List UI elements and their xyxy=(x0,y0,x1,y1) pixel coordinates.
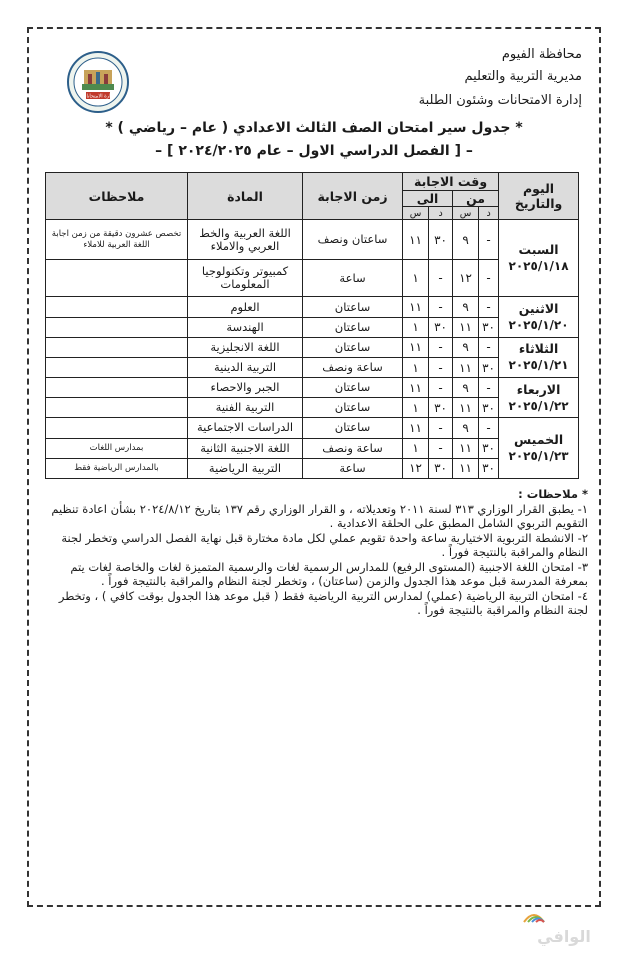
from-hour: ٩ xyxy=(453,418,479,438)
to-hour: ١ xyxy=(403,357,429,377)
to-minute: ٣٠ xyxy=(429,398,453,418)
subtitle-open: – [ xyxy=(454,143,473,159)
day-name: الخميس xyxy=(513,432,564,448)
subject: التربية الدينية xyxy=(188,357,303,377)
from-minute: - xyxy=(479,378,499,398)
to-minute: ٣٠ xyxy=(429,220,453,260)
note xyxy=(46,337,188,357)
exam-schedule-table xyxy=(45,172,579,479)
note: بالمدارس الرياضية فقط xyxy=(46,458,188,478)
note-item-1: ١- يطبق القرار الوزاري ٣١٣ لسنة ٢٠١١ وتعديلاته ، و القرار الوزاري رقم ١٣٧ بتاريخ ٢٠٢٤/٨/١٢ بشأن اعادة تنظيم التقويم التربوي الشامل المطبق على الحلقة الاعدادية . xyxy=(51,501,588,530)
duration: ساعتان xyxy=(303,317,403,337)
header-to: الى xyxy=(403,191,453,207)
to-minute: - xyxy=(429,297,453,317)
header-to-minute: د xyxy=(429,207,453,220)
note xyxy=(46,297,188,317)
from-minute: - xyxy=(479,418,499,438)
to-hour: ١١ xyxy=(403,378,429,398)
from-hour: ١١ xyxy=(453,458,479,478)
header-answer-time: وقت الاجابة xyxy=(403,173,499,191)
duration: ساعة ونصف xyxy=(303,438,403,458)
to-hour: ١٢ xyxy=(403,458,429,478)
from-hour: ١١ xyxy=(453,317,479,337)
from-hour: ١٢ xyxy=(453,260,479,297)
from-minute: - xyxy=(479,337,499,357)
to-minute: ٣٠ xyxy=(429,458,453,478)
header-from: من xyxy=(453,191,499,207)
subject: التربية الرياضية xyxy=(188,458,303,478)
from-hour: ١١ xyxy=(453,357,479,377)
duration: ساعتان xyxy=(303,337,403,357)
from-hour: ٩ xyxy=(453,378,479,398)
note xyxy=(46,378,188,398)
from-minute: ٣٠ xyxy=(479,398,499,418)
to-hour: ١١ xyxy=(403,220,429,260)
governorate-name: محافظة الفيوم xyxy=(501,47,582,62)
to-hour: ١١ xyxy=(403,337,429,357)
from-minute: ٣٠ xyxy=(479,438,499,458)
subject: كمبيوتر وتكنولوجيا المعلومات xyxy=(188,260,303,297)
day-date: ٢٠٢٥/١/٢٢ xyxy=(508,398,569,413)
day-cell-monday xyxy=(499,297,579,337)
to-minute: - xyxy=(429,260,453,297)
from-minute: - xyxy=(479,260,499,297)
day-name: السبت xyxy=(518,242,559,258)
table-row xyxy=(46,297,579,317)
to-hour: ١ xyxy=(403,317,429,337)
duration: ساعتان ونصف xyxy=(303,220,403,260)
notes-heading: * ملاحظات : xyxy=(518,487,588,501)
to-minute: - xyxy=(429,337,453,357)
subject: اللغة الاجنبية الثانية xyxy=(188,438,303,458)
note-item-2: ٢- الانشطة التربوية الاختيارية ساعة واحدة تقويم عملي لكل مادة مختارة قبل نهاية الفصل الدراسي وتخطر لجنة النظام والمراقبة بالنتيجة فوراً . xyxy=(61,530,588,559)
to-hour: ١ xyxy=(403,438,429,458)
to-minute: - xyxy=(429,438,453,458)
title-star-right: * xyxy=(515,120,523,136)
from-minute: - xyxy=(479,220,499,260)
duration: ساعة xyxy=(303,458,403,478)
day-name: الثلاثاء xyxy=(518,341,559,357)
to-hour: ١ xyxy=(403,260,429,297)
page-subtitle xyxy=(0,143,628,159)
note: بمدارس اللغات xyxy=(46,438,188,458)
subject: العلوم xyxy=(188,297,303,317)
to-hour: ١١ xyxy=(403,297,429,317)
from-minute: ٣٠ xyxy=(479,458,499,478)
subtitle-close: ] – xyxy=(155,143,174,159)
subject: التربية الفنية xyxy=(188,398,303,418)
duration: ساعتان xyxy=(303,398,403,418)
header-subject: المادة xyxy=(188,173,303,220)
from-minute: ٣٠ xyxy=(479,357,499,377)
subject: اللغة العربية والخط العربي والاملاء xyxy=(188,220,303,260)
header-from-minute: د xyxy=(479,207,499,220)
day-date: ٢٠٢٥/١/٢٠ xyxy=(508,318,569,333)
header-from-hour: س xyxy=(453,207,479,220)
to-minute: - xyxy=(429,378,453,398)
note: تخصص عشرون دقيقة من زمن اجابة اللغة العربية للاملاء xyxy=(46,220,188,260)
page-title xyxy=(0,120,628,136)
note xyxy=(46,398,188,418)
duration: ساعة ونصف xyxy=(303,357,403,377)
note xyxy=(46,260,188,297)
to-minute: ٣٠ xyxy=(429,317,453,337)
title-sub: الفصل الدراسي الاول – عام ٢٠٢٤/٢٠٢٥ xyxy=(178,143,450,159)
table-row xyxy=(46,418,579,438)
note-item-4: ٤- امتحان التربية الرياضية (عملي) لمدارس التربية الرياضية فقط ( قبل موعد هذا الجدول بوقت كافي ) ، وتخطر لجنة النظام والمراقبة بالنتيجة فوراً . xyxy=(58,588,588,617)
watermark-logo xyxy=(504,900,614,950)
header-notes: ملاحظات xyxy=(46,173,188,220)
from-hour: ١١ xyxy=(453,398,479,418)
note xyxy=(46,418,188,438)
from-minute: - xyxy=(479,297,499,317)
duration: ساعة xyxy=(303,260,403,297)
subject: الدراسات الاجتماعية xyxy=(188,418,303,438)
note xyxy=(46,357,188,377)
header-day-date: اليوم والتاريخ xyxy=(499,173,579,220)
to-hour: ١ xyxy=(403,398,429,418)
directorate-name: مديرية التربية والتعليم xyxy=(464,69,582,84)
day-name: الاثنين xyxy=(518,301,559,317)
notes-section xyxy=(40,487,588,618)
title-main: جدول سير امتحان الصف الثالث الاعدادي ( عام – رياضي ) xyxy=(117,120,511,136)
duration: ساعتان xyxy=(303,378,403,398)
table-row xyxy=(46,337,579,357)
department-name: إدارة الامتحانات وشئون الطلبة xyxy=(418,93,582,108)
from-hour: ١١ xyxy=(453,438,479,458)
to-hour: ١١ xyxy=(403,418,429,438)
day-date: ٢٠٢٥/١/٢٣ xyxy=(508,449,569,464)
subject: الهندسة xyxy=(188,317,303,337)
duration: ساعتان xyxy=(303,418,403,438)
to-minute: - xyxy=(429,357,453,377)
header-to-hour: س xyxy=(403,207,429,220)
from-minute: ٣٠ xyxy=(479,317,499,337)
day-cell-tuesday xyxy=(499,337,579,377)
watermark-text: الوافي xyxy=(537,927,591,946)
from-hour: ٩ xyxy=(453,337,479,357)
directorate-seal-icon xyxy=(66,50,130,114)
subject: الجبر والاحصاء xyxy=(188,378,303,398)
day-date: ٢٠٢٥/١/١٨ xyxy=(508,259,569,274)
title-star-left: * xyxy=(105,120,113,136)
table-row xyxy=(46,378,579,398)
header-duration: زمن الاجابة xyxy=(303,173,403,220)
day-cell-wednesday xyxy=(499,378,579,418)
table-row xyxy=(46,220,579,260)
note xyxy=(46,317,188,337)
day-date: ٢٠٢٥/١/٢١ xyxy=(508,358,569,373)
from-hour: ٩ xyxy=(453,220,479,260)
day-name: الاربعاء xyxy=(516,381,561,397)
note-item-3: ٣- امتحان اللغة الاجنبية (المستوى الرفيع) للمدارس الرسمية لغات والرسمية المتميزة لغات والخاصة لغات يتم بمعرفة المدرسة قبل موعد هذا الجدول والزمن (ساعتان) ، وتخطر لجنة النظام والمراقبة بالنتيجة فوراً . xyxy=(70,559,588,588)
day-cell-thursday xyxy=(499,418,579,479)
from-hour: ٩ xyxy=(453,297,479,317)
seal-caption: إدارة الامتحانات xyxy=(81,93,115,100)
duration: ساعتان xyxy=(303,297,403,317)
to-minute: - xyxy=(429,418,453,438)
subject: اللغة الانجليزية xyxy=(188,337,303,357)
day-cell-saturday xyxy=(499,220,579,297)
